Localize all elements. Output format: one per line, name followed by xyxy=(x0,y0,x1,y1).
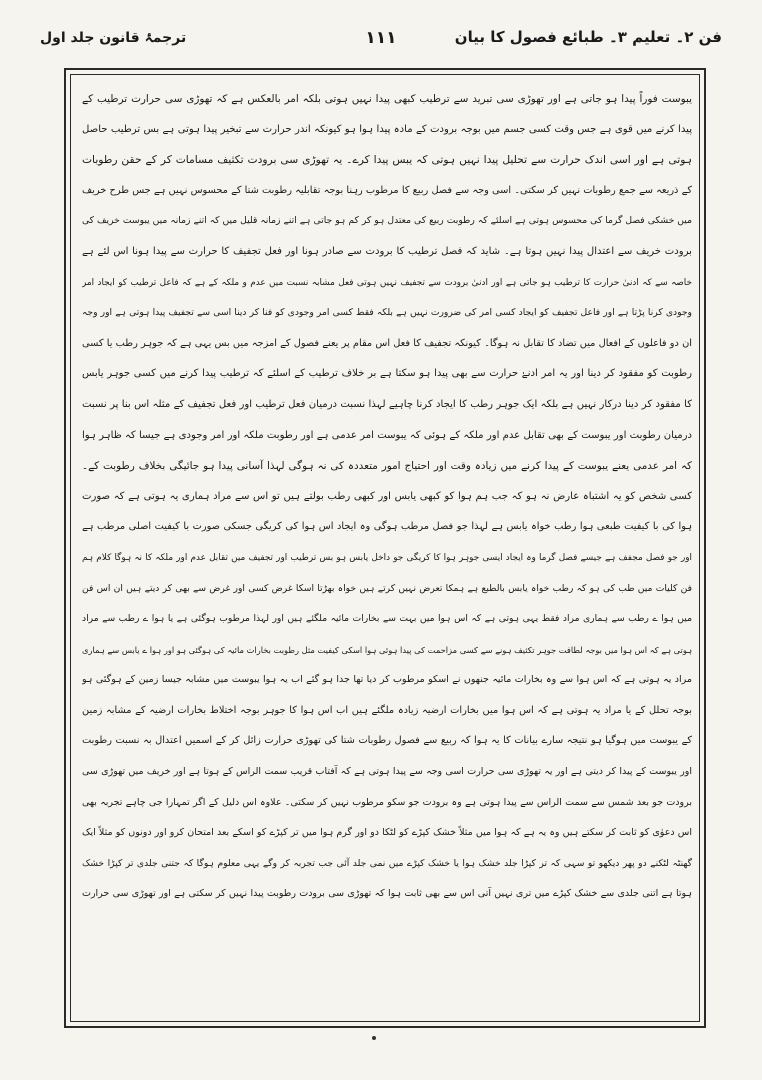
text-line: ہوتی ہے اور اسی اندک حرارت سے تحلیل پیدا نہیں ہوتی کہ یبس پیدا کرے۔ یہ تھوڑی سی برودت تکثیف مسامات کر کے حقن رطوبات xyxy=(82,153,692,167)
text-line: برودت خریف سے اعتدال پیدا نہیں ہوتا ہے۔ شاید کہ فصل ترطیب کا برودت سے صادر ہونا اور فعل تجفیف کا حرارت سے پیدا ہونا اس لئے ہے xyxy=(82,245,692,257)
text-line: وجودی کرنا پڑتا ہے اور فاعل تجفیف کو ایجاد کسی امر کی ضرورت نہیں ہے بلکہ فقط کسی امر وجودی کو فنا کر دینا اسی سے تجفیف پیدا ہوتی ہے اور وجہ xyxy=(82,307,692,319)
text-line: کا مفقود کر دینا درکار نہیں ہے بلکہ ایک جوہر رطب کا ایجاد کرنا چاہیے لہذا نسبت درمیان فعل ترطیب اور فعل تجفیف کے مثلہ اس بنا پر نسبت xyxy=(82,398,692,410)
text-line: خاصہ سے کہ ادنیٰ حرارت کا ترطیب ہو جاتی ہے اور ادنیٰ برودت سے تجفیف نہیں ہوتی فعل مشابہ نسبت میں عدم و ملکہ کے ہے کہ فاعل ترطیب کو ایجاد امر xyxy=(82,277,692,288)
text-line: اس دعوٰی کو ثابت کر سکتے ہیں وہ یہ ہے کہ ہوا میں مثلاً خشک کپڑے کو لٹکا دو اور گرم ہوا میں تر کپڑے کو اسکے بعد امتحان کرو اور دونوں کو مثلاً ایک xyxy=(82,827,692,839)
text-line: پیدا کرنے میں قوی ہے جس وقت کسی جسم میں بوجہ برودت کے مادہ پیدا ہوا ہو کیونکہ اندر حرارت سے تبخیر پیدا ہوتی ہے بس ترطیب حاصل xyxy=(82,123,692,135)
footer-dot xyxy=(372,1036,376,1040)
page-header xyxy=(40,28,722,60)
text-line: کے ذریعہ سے جمع رطوبات نہیں کر سکتی۔ اسی وجہ سے فصل ربیع کا مرطوب رہنا بوجہ تقابلیہ رطوبت شتا کے محسوس نہیں ہے جس طرح خریف xyxy=(82,184,692,196)
text-line: ان دو فاعلوں کے افعال میں تضاد کا تقابل نہ ہوگا۔ کیونکہ تجفیف کا فعل اس مقام پر یعنے فصول کے امزجہ میں بس یہی ہے کہ جوہر رطب یا کسی xyxy=(82,337,692,349)
text-line: ہوتی ہے کہ اس ہوا میں بوجہ لطافت جوہر تکثیف ہونے سے کسی مزاحمت کی پیدا ہوئی ہوا اسکی کیفیت مثل رطوبت بخارات مائیہ کی ہوگئی ہو اور ہوا ے یابس سے ہماری xyxy=(82,644,692,655)
text-line: ہوا کی با کیفیت طبعی ہوا رطب خواہ یابس ہے لہذا جو فصل مرطب ہوگی وہ ایجاد اس ہوا کی کریگی جسکی صورت با کیفیت اصلی مرطب ہے xyxy=(82,521,692,533)
text-line: میں ہوا ے رطب سے ہماری مراد فقط یہی ہوتی ہے کہ اس ہوا میں بہت سے بخارات مائیہ ملگئے ہیں اور لہذا مرطوب ہوگئی ہے یا ہوا ے رطب سے مراد xyxy=(82,613,692,625)
text-line: کہ امر عدمی یعنے یبوست کے پیدا کرنے میں زیادہ وقت اور احتیاج امور متعددہ کی نہ ہوگی لہذا آسانی پیدا ہو جائیگی بخلاف رطوبت کے۔ xyxy=(82,460,692,473)
chapter-title: فن ۲۔ تعلیم ۳۔ طبائع فصول کا بیان xyxy=(454,28,722,46)
text-line: کے یبوست میں ہوگیا ہو نتیجہ سارے بیانات کا یہ ہوا کہ ربیع سے فصول رطوبات شتا کی تھوڑی حرارت زائل کر کے اسمیں اعتدال بہ نسبت رطوبت xyxy=(82,735,692,747)
body-text xyxy=(82,84,692,1014)
text-line: برودت جو بعد شمس سے سمت الراس سے پیدا ہوتی ہے وہ برودت جو سکو مرطوب نہیں کر سکتی۔ علاوہ اس دلیل کے اگر تمہارا جی چاہے تجربہ بھی xyxy=(82,796,692,808)
text-line: مراد یہ ہوتی ہے کہ اس ہوا سے وہ بخارات مائیہ جنھوں نے اسکو مرطوب کر دیا تھا جدا ہو گئے اب یہ ہوا یبوست میں مشابہ جیسا زمین کے ہوگئی ہو xyxy=(82,674,692,686)
page-number: ۱۱۱ xyxy=(365,28,397,48)
text-line: رطوبت کو مفقود کر دینا اور یہ امر ادنےٰ حرارت سے بھی پیدا ہو سکتا ہے بر خلاف ترطیب کے اسلئے کہ ترطیب پیدا کرنے میں کسی جوہر یابس xyxy=(82,368,692,380)
text-line: یبوست فوراً پیدا ہو جاتی ہے اور تھوڑی سی تبرید سے ترطیب کبھی پیدا نہیں ہوتی بلکہ امر بالعکس ہے کہ تھوڑی سی حرارت ترطیب کے xyxy=(82,93,692,105)
text-line: گھنٹہ لٹکنے دو پھر دیکھو تو سہی کہ تر کپڑا جلد خشک ہوا یا خشک کپڑے میں نمی جلد آئی جب تجربہ کر وگے یہی معلوم ہوگا کہ جتنی جلدی تر کپڑا خشک xyxy=(82,857,692,869)
book-title: ترجمۂ قانون جلد اول xyxy=(40,30,187,46)
text-line: درمیان رطوبت اور یبوست کے بھی تقابل عدم اور ملکہ کے ہوئی کہ یبوست امر عدمی ہے اور رطوبت ملکہ اور امر وجودی ہے جیسا کہ ظاہر ہوا xyxy=(82,429,692,441)
text-line: اور جو فصل مجفف ہے جیسے فصل گرما وہ ایجاد ایسی جوہر ہوا کا کریگی جو داخل یابس ہو بس ترطیب اور تجفیف میں تقابل عدم اور ملکہ کا نہ ہوگا کلام ہم xyxy=(82,552,692,563)
text-line: ہوتا ہے اتنی جلدی سے خشک کپڑے میں تری نہیں آتی اس سے بھی ثابت ہوا کہ تھوڑی سی برودت رطوبت پیدا نہیں کر سکتی ہے اور تھوڑی سی حرارت xyxy=(82,888,692,900)
text-line: کسی شخص کو یہ اشتباہ عارض نہ ہو کہ جب ہم ہوا کو کبھی یابس اور کبھی رطب بولتے ہیں تو اس سے مراد ہماری یہ ہوتی ہے کہ صورت xyxy=(82,490,692,502)
text-line: اور یبوست کے پیدا کر دیتی ہے اور یہ تھوڑی سی حرارت اسی وجہ سے پیدا ہوتی ہے کہ آفتاب قریب سمت الراس کے ہوتا ہے اور خریف میں تھوڑی سی xyxy=(82,766,692,778)
text-line: بوجہ تحلل کے یا مراد یہ ہوتی ہے کہ اس ہوا میں بخارات ارضیہ زیادہ ملگئے ہیں اب اس ہوا کا جوہر بوجہ اختلاط بخارات ارضیہ کے مشابہ زمین xyxy=(82,704,692,716)
text-line: میں خشکی فصل گرما کی محسوس ہوتی ہے اسلئے کہ رطوبت ربیع کی معتدل ہو کر کم ہو جاتی ہے اتنے زمانہ قلیل میں کہ اتنے زمانہ میں یبوست خریف کی xyxy=(82,215,692,227)
text-line: فن کلیات میں طب کی ہو کہ رطب خواہ یابس بالطبع ہے ہمکا تعرض نہیں کرتے ہیں خواہ بھڑتا اسکا غرض کسی اور غرض سے بھی کر دیتے ہیں ان اس فن xyxy=(82,582,692,594)
